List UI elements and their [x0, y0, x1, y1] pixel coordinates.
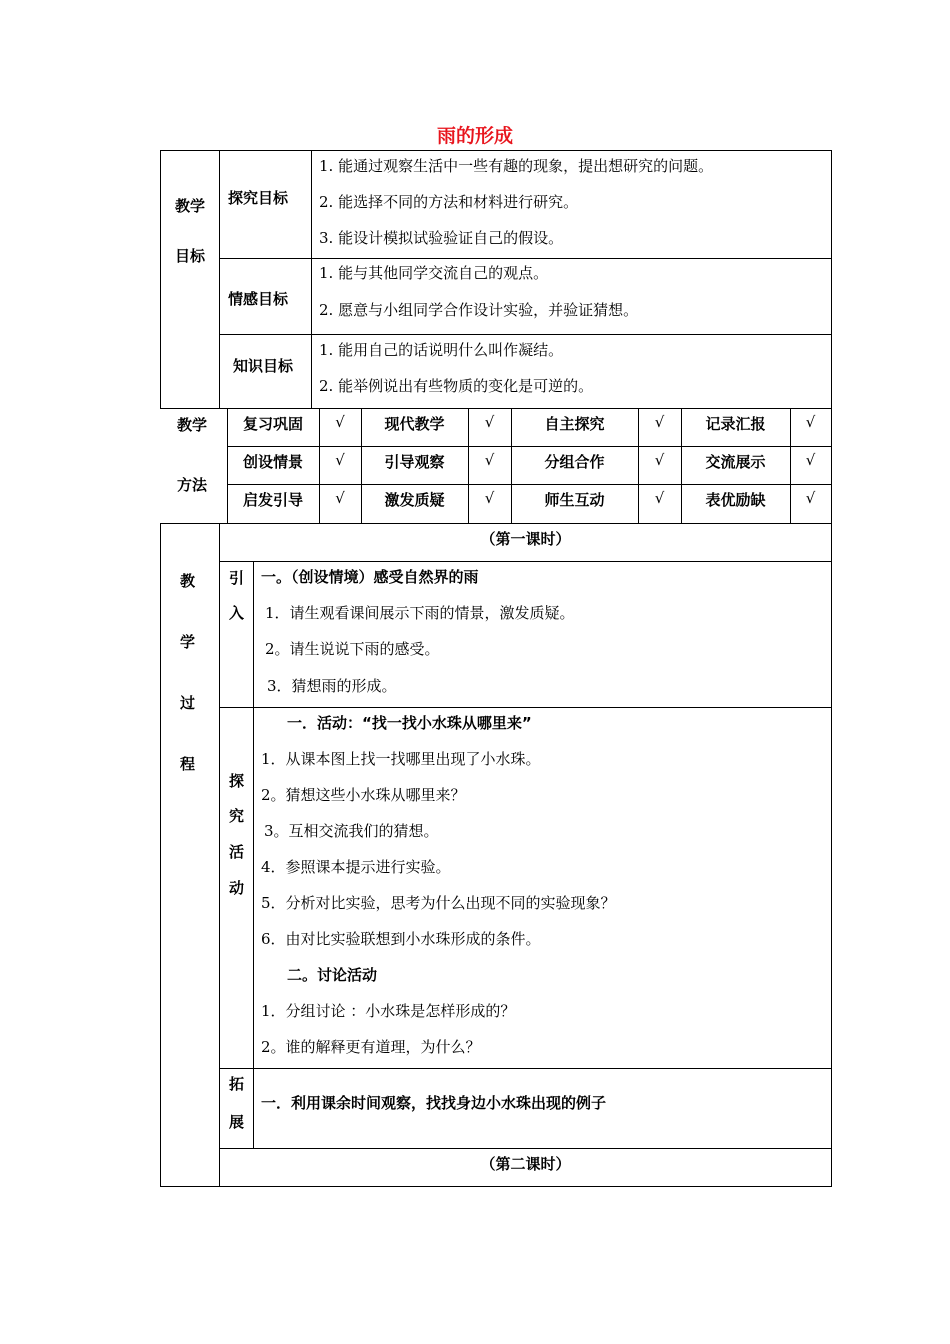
- lesson-2-header: （第二课时）: [220, 1149, 832, 1187]
- method-check: √: [638, 409, 681, 447]
- lesson-1-header: （第一课时）: [220, 524, 832, 562]
- objective-section-name: 知识目标: [220, 335, 312, 409]
- method-check: √: [468, 409, 511, 447]
- method-check: √: [468, 485, 511, 524]
- method-name: 记录汇报: [681, 409, 790, 447]
- objective-item: 2. 能选择不同的方法和材料进行研究。: [319, 193, 579, 211]
- method-name: 现代教学: [361, 409, 468, 447]
- objective-section-items: [312, 259, 832, 335]
- objective-item: 1. 能用自己的话说明什么叫作凝结。: [319, 341, 564, 359]
- objective-section-items: [312, 151, 832, 259]
- extend-label-cell: [220, 1069, 254, 1149]
- method-check: √: [790, 447, 831, 485]
- extend-content: [254, 1069, 832, 1149]
- intro-content: [254, 562, 832, 708]
- objectives-table: [160, 150, 832, 409]
- objective-item: 3. 能设计模拟试验验证自己的假设。: [319, 229, 564, 247]
- objective-item: 1. 能通过观察生活中一些有趣的现象，提出想研究的问题。: [319, 157, 714, 175]
- explore-label-char: 活: [229, 843, 245, 861]
- explore-content: [254, 708, 832, 1069]
- intro-label-cell: [220, 562, 254, 708]
- explore-label-char: 动: [229, 879, 245, 897]
- process-label-char: 程: [180, 755, 196, 773]
- objective-section-items: [312, 335, 832, 409]
- explore-item: 1．分组讨论 ：小水珠是怎样形成的？: [261, 1002, 516, 1020]
- methods-label-cell: [168, 409, 227, 524]
- explore-heading-1: 一．活动：“找一找小水珠从哪里来”: [287, 714, 532, 732]
- explore-item: 2。谁的解释更有道理，为什么？: [261, 1038, 481, 1056]
- page-title: 雨的形成: [436, 125, 513, 147]
- explore-item: 2。猜想这些小水珠从哪里来？: [261, 786, 466, 804]
- objective-section-name: 情感目标: [220, 259, 312, 335]
- method-name: 师生互动: [511, 485, 638, 524]
- method-name: 自主探究: [511, 409, 638, 447]
- objective-item: 1. 能与其他同学交流自己的观点。: [319, 264, 549, 282]
- method-name: 复习巩固: [227, 409, 319, 447]
- methods-label-2: 方法: [177, 476, 208, 494]
- explore-item: 5．分析对比实验，思考为什么出现不同的实验现象？: [261, 894, 616, 912]
- process-label-char: 学: [180, 633, 196, 651]
- objectives-label-2: 目标: [175, 247, 206, 265]
- explore-item: 6．由对比实验联想到小水珠形成的条件。: [261, 930, 541, 948]
- extend-text: 一．利用课余时间观察，找找身边小水珠出现的例子: [261, 1094, 607, 1112]
- explore-item: 1．从课本图上找一找哪里出现了小水珠。: [261, 750, 541, 768]
- objectives-label-1: 教学: [175, 197, 206, 215]
- intro-label-char: 入: [229, 604, 245, 622]
- objective-item: 2. 能举例说出有些物质的变化是可逆的。: [319, 377, 594, 395]
- explore-heading-2: 二。讨论活动: [287, 966, 378, 984]
- process-label-cell: [161, 524, 220, 1187]
- intro-heading: 一。（创设情境）感受自然界的雨: [261, 568, 479, 586]
- methods-table: [168, 408, 832, 524]
- method-check: √: [319, 409, 361, 447]
- intro-item: 3．猜想雨的形成。: [267, 677, 397, 695]
- method-check: √: [468, 447, 511, 485]
- explore-label-cell: [220, 708, 254, 1069]
- process-label-char: 教: [180, 572, 196, 590]
- method-name: 分组合作: [511, 447, 638, 485]
- intro-label-char: 引: [229, 569, 245, 587]
- extend-label-char: 展: [229, 1113, 245, 1131]
- method-check: √: [790, 485, 831, 524]
- extend-label-char: 拓: [229, 1075, 245, 1093]
- intro-item: 1．请生观看课间展示下雨的情景，激发质疑。: [265, 604, 575, 622]
- method-name: 交流展示: [681, 447, 790, 485]
- method-check: √: [638, 447, 681, 485]
- method-check: √: [790, 409, 831, 447]
- method-name: 表优励缺: [681, 485, 790, 524]
- methods-label-1: 教学: [177, 416, 208, 434]
- explore-label-char: 探: [229, 772, 245, 790]
- objectives-label-cell: [161, 151, 220, 409]
- method-check: √: [319, 447, 361, 485]
- process-label-char: 过: [180, 694, 196, 712]
- method-name: 创设情景: [227, 447, 319, 485]
- explore-item: 4．参照课本提示进行实验。: [261, 858, 451, 876]
- objective-section-name: 探究目标: [220, 151, 312, 259]
- method-check: √: [638, 485, 681, 524]
- method-name: 启发引导: [227, 485, 319, 524]
- process-table: [160, 523, 832, 1187]
- objective-item: 2. 愿意与小组同学合作设计实验，并验证猜想。: [319, 301, 639, 319]
- explore-label-char: 究: [229, 807, 245, 825]
- intro-item: 2。请生说说下雨的感受。: [265, 640, 440, 658]
- method-name: 引导观察: [361, 447, 468, 485]
- method-check: √: [319, 485, 361, 524]
- explore-item: 3。互相交流我们的猜想。: [264, 822, 439, 840]
- method-name: 激发质疑: [361, 485, 468, 524]
